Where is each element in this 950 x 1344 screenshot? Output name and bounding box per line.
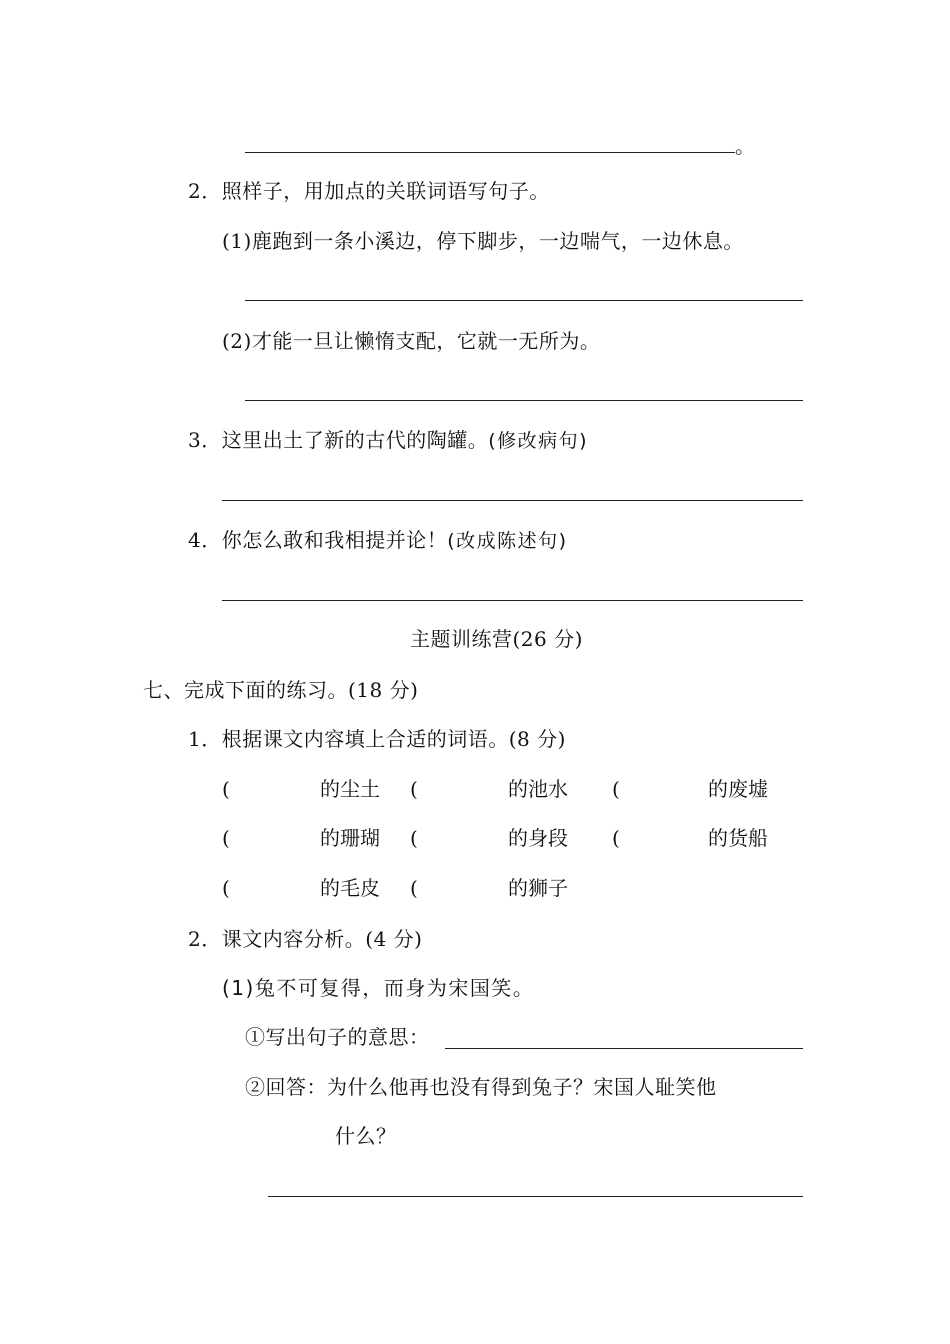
blank-7[interactable]: 的毛皮 [320,876,380,900]
answer-line-q2-2[interactable] [245,400,803,401]
blank-open-paren: ( [410,777,418,801]
answer-line-meaning[interactable] [445,1048,803,1049]
q4-note: (改成陈述句) [447,530,568,552]
blank-open-paren: ( [410,826,418,850]
answer-line-top[interactable] [245,152,735,153]
q2-title: 2．照样子，用加点的关联词语写句子。 [188,179,550,203]
blank-8[interactable]: 的狮子 [508,876,568,900]
part7-title: 七、完成下面的练习。(18 分) [143,678,419,702]
blank-2[interactable]: 的池水 [508,777,568,801]
blank-open-paren: ( [612,777,620,801]
answer-line-q2-1[interactable] [245,300,803,301]
blank-4[interactable]: 的珊瑚 [320,826,380,850]
section-title: 主题训练营(26 分) [410,627,583,651]
q3-note: (修改病句) [488,430,589,452]
part7-q1-title: 1．根据课文内容填上合适的词语。(8 分) [188,727,566,751]
blank-1[interactable]: 的尘土 [320,777,380,801]
blank-open-paren: ( [222,826,230,850]
part7-q2-title: 2．课文内容分析。(4 分) [188,927,423,951]
q2-sentence-2: (2)才能一旦让懒惰支配，它就一无所为。 [222,329,601,353]
blank-open-paren: ( [612,826,620,850]
blank-open-paren: ( [222,777,230,801]
answer-line-reason[interactable] [268,1196,803,1197]
blank-6[interactable]: 的货船 [708,826,768,850]
part7-q2-b-line2: 什么？ [335,1124,397,1148]
answer-line-q4[interactable] [222,600,803,601]
part7-q2-a: ①写出句子的意思： [245,1025,430,1049]
q4-text: 4．你怎么敢和我相提并论！ [188,528,448,552]
blank-open-paren: ( [222,876,230,900]
part7-q2-sentence: (1)兔不可复得，而身为宋国笑。 [222,976,535,1000]
top-period: 。 [735,134,756,158]
blank-5[interactable]: 的身段 [508,826,568,850]
answer-line-q3[interactable] [222,500,803,501]
part7-q2-b-line1: ②回答：为什么他再也没有得到兔子？宋国人耻笑他 [245,1075,717,1099]
blank-open-paren: ( [410,876,418,900]
q2-sentence-1: (1)鹿跑到一条小溪边，停下脚步，一边喘气，一边休息。 [222,229,744,253]
q3-text: 3．这里出土了新的古代的陶罐。 [188,428,489,452]
blank-3[interactable]: 的废墟 [708,777,768,801]
q3-title [188,426,588,455]
q4-title [188,526,568,555]
